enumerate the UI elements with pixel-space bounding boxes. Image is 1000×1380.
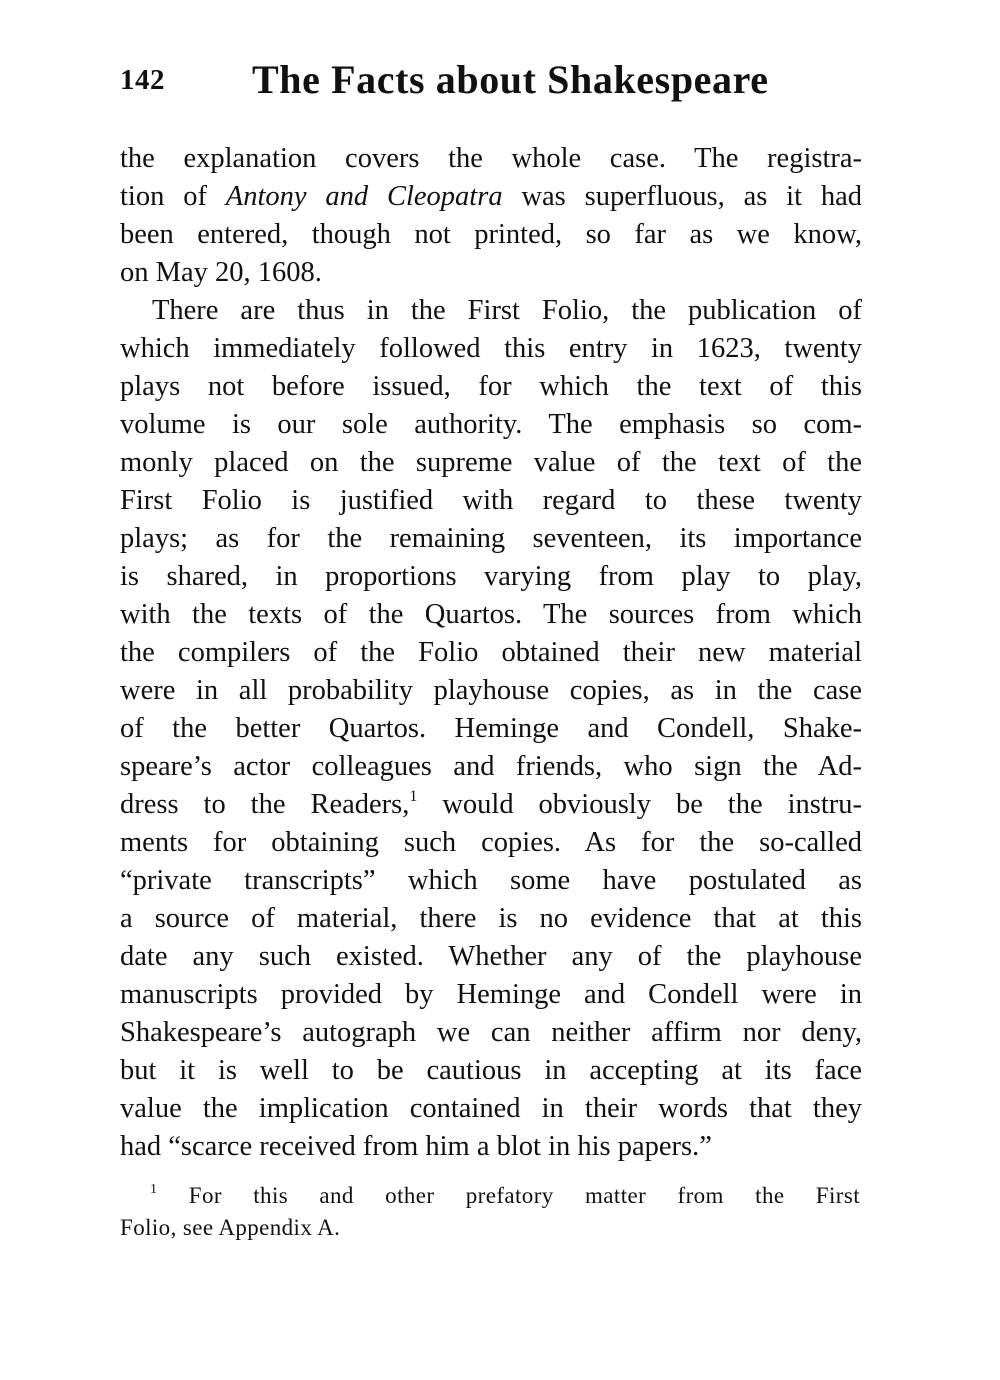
- play-title-italic: Antony and Cleopatra: [225, 181, 503, 212]
- text-span: was superfluous, as it had: [521, 181, 863, 212]
- text-line: volume is our sole authority. The emphasis so com-: [120, 409, 862, 440]
- text-span: would obviously be the instru-: [417, 789, 862, 820]
- running-head: [120, 52, 865, 108]
- body-text: [120, 140, 862, 1166]
- text-line: [120, 178, 862, 216]
- text-line: were in all probability playhouse copies, as in the case: [120, 675, 862, 706]
- text-line: with the texts of the Quartos. The sources from which: [120, 599, 862, 630]
- text-line: speare’s actor colleagues and friends, who sign the Ad-: [120, 751, 862, 782]
- text-line: the explanation covers the whole case. The registra-: [120, 143, 862, 174]
- text-line: monly placed on the supreme value of the text of the: [120, 447, 862, 478]
- footnote-line: [120, 1180, 860, 1212]
- text-line: value the implication contained in their words that they: [120, 1093, 862, 1124]
- footnote: [120, 1180, 860, 1244]
- text-line: plays; as for the remaining seventeen, its importance: [120, 523, 862, 554]
- text-line: First Folio is justified with regard to these twenty: [120, 485, 862, 516]
- page-number: 142: [120, 64, 165, 96]
- text-line: but it is well to be cautious in accepting at its face: [120, 1055, 862, 1086]
- text-span: tion of: [120, 181, 207, 212]
- text-line: [120, 786, 862, 824]
- text-line: manuscripts provided by Heminge and Condell were in: [120, 979, 862, 1010]
- text-line: which immediately followed this entry in 1623, twenty: [120, 333, 862, 364]
- running-title: The Facts about Shakespeare: [252, 57, 769, 102]
- paragraph-start-line: There are thus in the First Folio, the publication of: [152, 295, 862, 326]
- text-line: on May 20, 1608.: [120, 257, 322, 288]
- footnote-line: Folio, see Appendix A.: [120, 1215, 341, 1240]
- footnote-text: For this and other prefatory matter from the First: [157, 1183, 860, 1208]
- footnote-mark: 1: [150, 1182, 158, 1197]
- text-span: dress to the Readers,: [120, 789, 410, 820]
- text-line: Shakespeare’s autograph we can neither affirm nor deny,: [120, 1017, 862, 1048]
- text-line: the compilers of the Folio obtained their new material: [120, 637, 862, 668]
- text-line: “private transcripts” which some have postulated as: [120, 865, 862, 896]
- footnote-reference: 1: [409, 788, 418, 805]
- text-line: been entered, though not printed, so far as we know,: [120, 219, 862, 250]
- text-line: is shared, in proportions varying from play to play,: [120, 561, 862, 592]
- text-line: plays not before issued, for which the text of this: [120, 371, 862, 402]
- text-line: ments for obtaining such copies. As for the so-called: [120, 827, 862, 858]
- text-line: date any such existed. Whether any of the playhouse: [120, 941, 862, 972]
- text-line: of the better Quartos. Heminge and Condell, Shake-: [120, 713, 862, 744]
- text-line: had “scarce received from him a blot in his papers.”: [120, 1131, 712, 1162]
- text-line: a source of material, there is no evidence that at this: [120, 903, 862, 934]
